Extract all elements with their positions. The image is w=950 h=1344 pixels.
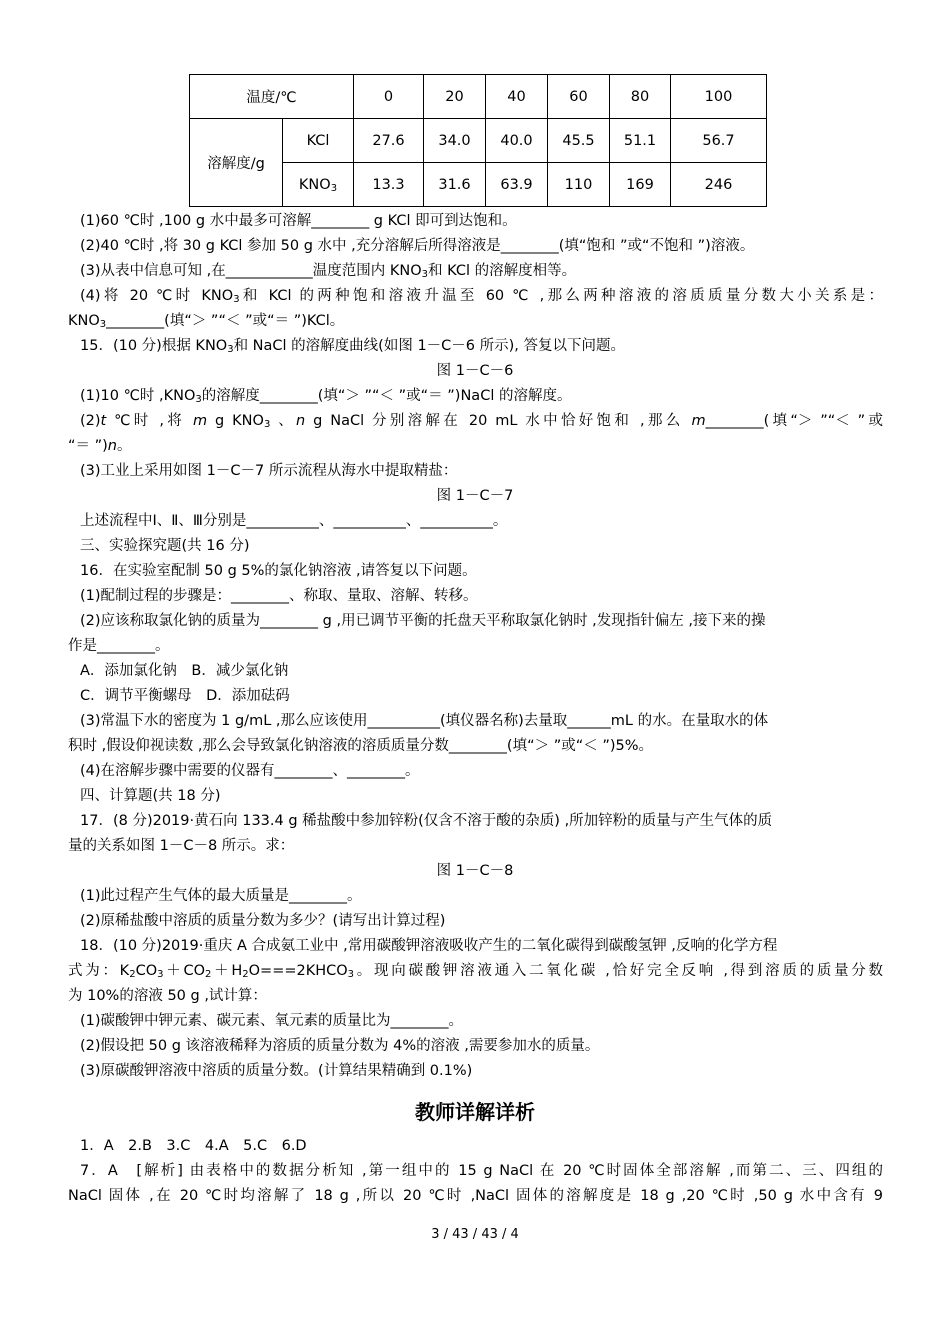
table-temp-cell: 0 (354, 75, 424, 119)
table-cell: 34.0 (424, 119, 486, 163)
table-cell: 169 (610, 163, 671, 207)
table-temp-cell: 100 (671, 75, 767, 119)
q15-part2-cont: “＝ ”)n。 (68, 438, 132, 454)
table-temp-cell: 20 (424, 75, 486, 119)
q14-part3: (3)从表中信息可知 ,在____________温度范围内 $KNO_3$和 KCl 的溶解度相等。 (80, 263, 577, 280)
table-header-temperature: 温度/℃ (190, 75, 354, 119)
q14-part2: (2)40 ℃时 ,将 30 g KCl 参加 50 g 水中 ,充分溶解后所得溶液是________(填“饱和 ”或“不饱和 ”)溶液。 (80, 238, 755, 254)
figure-caption-6: 图 1－C－6 (436, 363, 514, 379)
q16-options-ab: A．添加氯化钠 B．减少氯化钠 (80, 663, 289, 679)
figure-caption-7: 图 1－C－7 (436, 488, 514, 504)
table-cell: 110 (548, 163, 610, 207)
q17-part1: (1)此过程产生气体的最大质量是________。 (80, 888, 362, 904)
table-cell: 246 (671, 163, 767, 207)
table-cell: 63.9 (486, 163, 548, 207)
q15-part1: (1)10 ℃时 $,KNO_3$的溶解度________(填“＞ ”“＜ ”或“＝ ”)NaCl 的溶解度。 (80, 388, 572, 405)
table-header-solubility: 溶解度/g (190, 119, 283, 207)
section-heading-experiment: 三、实验探究题(共 16 分) (80, 538, 250, 554)
table-row-label-kno3: $KNO_3$ (283, 163, 354, 207)
q14-part1: (1)60 ℃时 ,100 g 水中最多可溶解________ g KCl 即可到达饱和。 (80, 213, 517, 229)
q15-part2: (2)t ℃时 ,将 m g $KNO_3$ 、n g NaCl 分别溶解在 20 mL 水中恰好饱和 ,那么 m________(填“＞ ”“＜ ”或 (80, 413, 883, 430)
q16-part3: (3)常温下水的密度为 1 g/mL ,那么应该使用__________(填仪器名称)去量取______mL 的水。在量取水的体 (80, 713, 769, 729)
section-heading-calculation: 四、计算题(共 18 分) (80, 788, 221, 804)
figure-caption-8: 图 1－C－8 (436, 863, 514, 879)
table-temp-cell: 40 (486, 75, 548, 119)
table-temp-cell: 80 (610, 75, 671, 119)
answers-line-3: NaCl 固体 ,在 20 ℃时均溶解了 18 g ,所以 20 ℃时 ,NaCl 固体的溶解度是 18 g ,20 ℃时 ,50 g 水中含有 9 (68, 1188, 883, 1204)
q15-stem: 15．(10 分)根据 $KNO_3$和 NaCl 的溶解度曲线(如图 1－C－6 所示), 答复以下问题。 (80, 338, 626, 355)
q16-options-cd: C．调节平衡螺母 D．添加砝码 (80, 688, 290, 704)
answers-line-1: 1．A 2.B 3.C 4.A 5.C 6.D (80, 1138, 307, 1154)
table-cell: 40.0 (486, 119, 548, 163)
answers-line-2: 7．A [解析] 由表格中的数据分析知 ,第一组中的 15 g NaCl 在 20 ℃时固体全部溶解 ,而第二、三、四组的 (80, 1163, 883, 1179)
q18-stem: 18．(10 分)2019·重庆 A 合成氨工业中 ,常用碳酸钾溶液吸收产生的二氧化碳得到碳酸氢钾 ,反响的化学方程 (80, 938, 778, 954)
table-cell: 13.3 (354, 163, 424, 207)
table-row-label-kcl: KCl (283, 119, 354, 163)
q17-part2: (2)原稀盐酸中溶质的质量分数为多少？(请写出计算过程) (80, 913, 446, 929)
q16-part1: (1)配制过程的步骤是：________、称取、量取、溶解、转移。 (80, 588, 478, 604)
table-cell: 56.7 (671, 119, 767, 163)
q18-stem-cont: 为 10%的溶液 50 g ,试计算： (68, 988, 267, 1004)
q16-part3-cont: 积时 ,假设仰视读数 ,那么会导致氯化钠溶液的溶质质量分数________(填“＞ ”或“＜ ”)5%。 (68, 738, 654, 754)
q18-equation-line: 式为：$K_2CO_3+CO_2+H_2O===2KHCO_3$。现向碳酸钾溶液通入二氧化碳 ,恰好完全反响 ,得到溶质的质量分数 (68, 963, 884, 980)
q18-part3: (3)原碳酸钾溶液中溶质的质量分数。(计算结果精确到 0.1%) (80, 1063, 473, 1079)
q17-stem-cont: 量的关系如图 1－C－8 所示。求： (68, 838, 295, 854)
table-cell: 45.5 (548, 119, 610, 163)
q18-part2: (2)假设把 50 g 该溶液稀释为溶质的质量分数为 4%的溶液 ,需要参加水的质量。 (80, 1038, 600, 1054)
q16-stem: 16．在实验室配制 50 g 5%的氯化钠溶液 ,请答复以下问题。 (80, 563, 477, 579)
q14-part4-cont: $KNO_3\_\_\_\_\_\_\_\_$(填“＞ ”“＜ ”或“＝ ”)KCl。 (68, 313, 345, 330)
q14-part4: (4)将 20 ℃时 $KNO_3$和 KCl 的两种饱和溶液升温至 60 ℃ ,那么两种溶液的溶质质量分数大小关系是： (80, 288, 883, 305)
answers-heading: 教师详解详析 (415, 1100, 535, 1124)
table-cell: 27.6 (354, 119, 424, 163)
table-cell: 51.1 (610, 119, 671, 163)
page-footer: 3 / 43 / 43 / 4 (431, 1227, 519, 1242)
q17-stem: 17．(8 分)2019·黄石向 133.4 g 稀盐酸中参加锌粉(仅含不溶于酸的杂质) ,所加锌粉的质量与产生气体的质 (80, 813, 773, 829)
q16-part2: (2)应该称取氯化钠的质量为________ g ,用已调节平衡的托盘天平称取氯化钠时 ,发现指针偏左 ,接下来的操 (80, 613, 766, 629)
solubility-table (189, 74, 767, 207)
q16-part4: (4)在溶解步骤中需要的仪器有________、________。 (80, 763, 420, 779)
q18-part1: (1)碳酸钾中钾元素、碳元素、氧元素的质量比为________。 (80, 1013, 464, 1029)
q16-part2-cont: 作是________。 (68, 638, 170, 654)
table-temp-cell: 60 (548, 75, 610, 119)
q15-part3-blanks: 上述流程中Ⅰ、Ⅱ、Ⅲ分别是__________、__________、__________。 (80, 513, 508, 529)
q15-part3: (3)工业上采用如图 1－C－7 所示流程从海水中提取精盐： (80, 463, 458, 479)
table-cell: 31.6 (424, 163, 486, 207)
